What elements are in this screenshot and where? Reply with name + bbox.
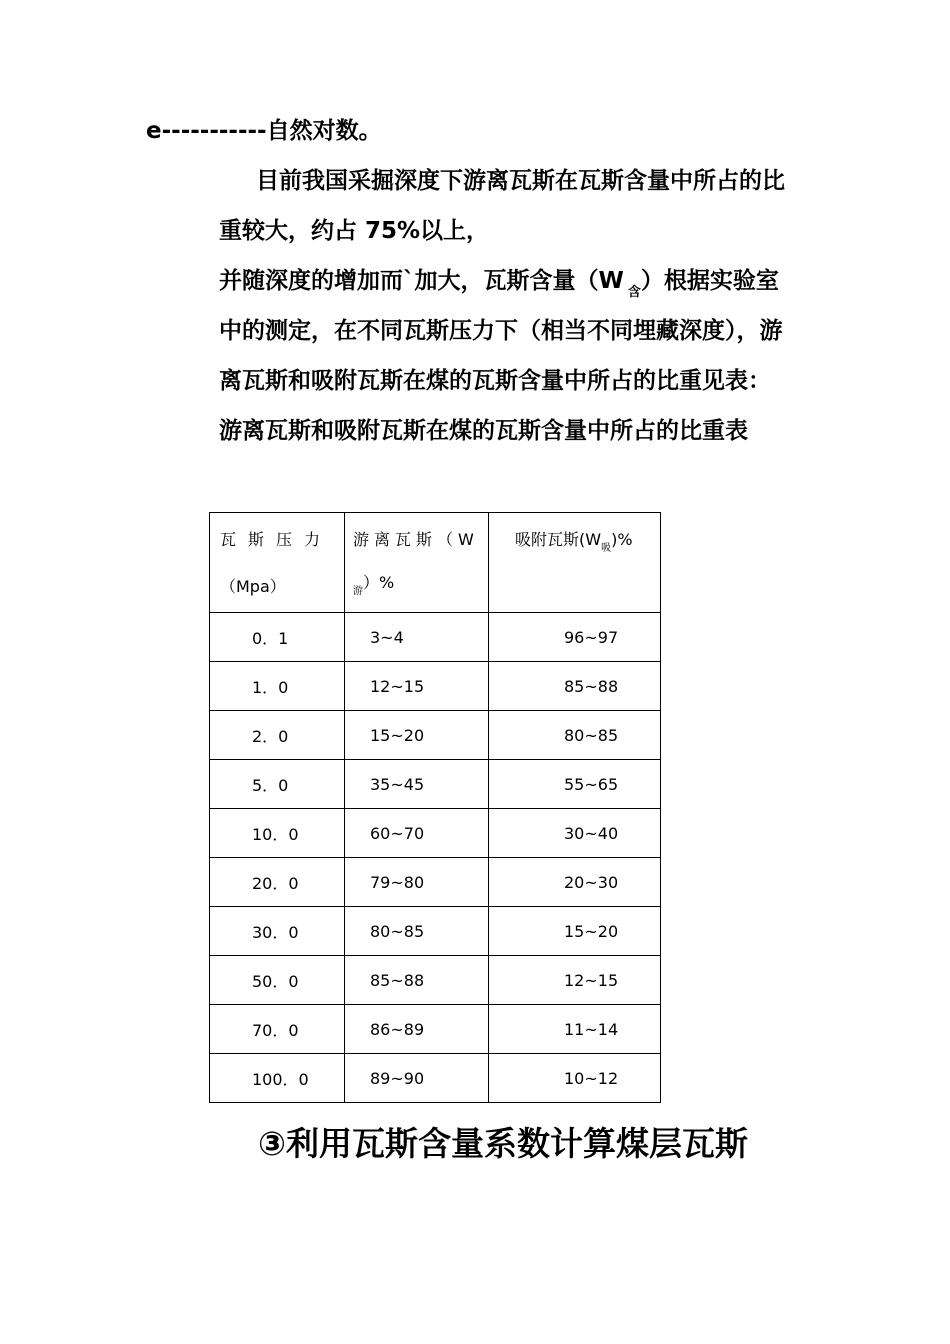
table-caption: 游离瓦斯和吸附瓦斯在煤的瓦斯含量中所占的比重表 [219, 418, 748, 444]
table-row: 5．0 35~45 55~65 [210, 760, 661, 809]
header-free-gas: 游离瓦斯（W $_游$）% [345, 513, 489, 613]
text-line-6: 离瓦斯和吸附瓦斯在煤的瓦斯含量中所占的比重见表： [219, 368, 771, 394]
text-line-4-a: 并随深度的增加而`加大，瓦斯含量（W [219, 268, 624, 294]
text-line-4-b: ）根据实验室 [640, 268, 779, 294]
subscript-han: 含 [627, 285, 641, 300]
table-row: 30．0 80~85 15~20 [210, 907, 661, 956]
text-line-5: 中的测定，在不同瓦斯压力下（相当不同埋藏深度），游 [219, 318, 783, 344]
text-line-4 [219, 266, 779, 308]
table-row: 100．0 89~90 10~12 [210, 1054, 661, 1103]
table-row: 20．0 79~80 20~30 [210, 858, 661, 907]
table-row: 0．1 3~4 96~97 [210, 613, 661, 662]
section-heading: ③利用瓦斯含量系数计算煤层瓦斯 [258, 1124, 748, 1163]
text-line-2: 目前我国采掘深度下游离瓦斯在瓦斯含量中所占的比 [256, 168, 785, 194]
text-line-1: e-----------自然对数。 [146, 118, 382, 144]
table-row: 70．0 86~89 11~14 [210, 1005, 661, 1054]
table-header-row [210, 513, 661, 613]
header-adsorbed-gas: 吸附瓦斯$(W_吸)\%$ [489, 513, 661, 613]
header-pressure: 瓦斯压力 （Mpa） [210, 513, 345, 613]
text-line-3: 重较大，约占 75%以上， [219, 218, 490, 244]
table-row: 2．0 15~20 80~85 [210, 711, 661, 760]
table-row: 1．0 12~15 85~88 [210, 662, 661, 711]
table-row: 50．0 85~88 12~15 [210, 956, 661, 1005]
gas-ratio-table [209, 512, 661, 1103]
table-row: 10．0 60~70 30~40 [210, 809, 661, 858]
